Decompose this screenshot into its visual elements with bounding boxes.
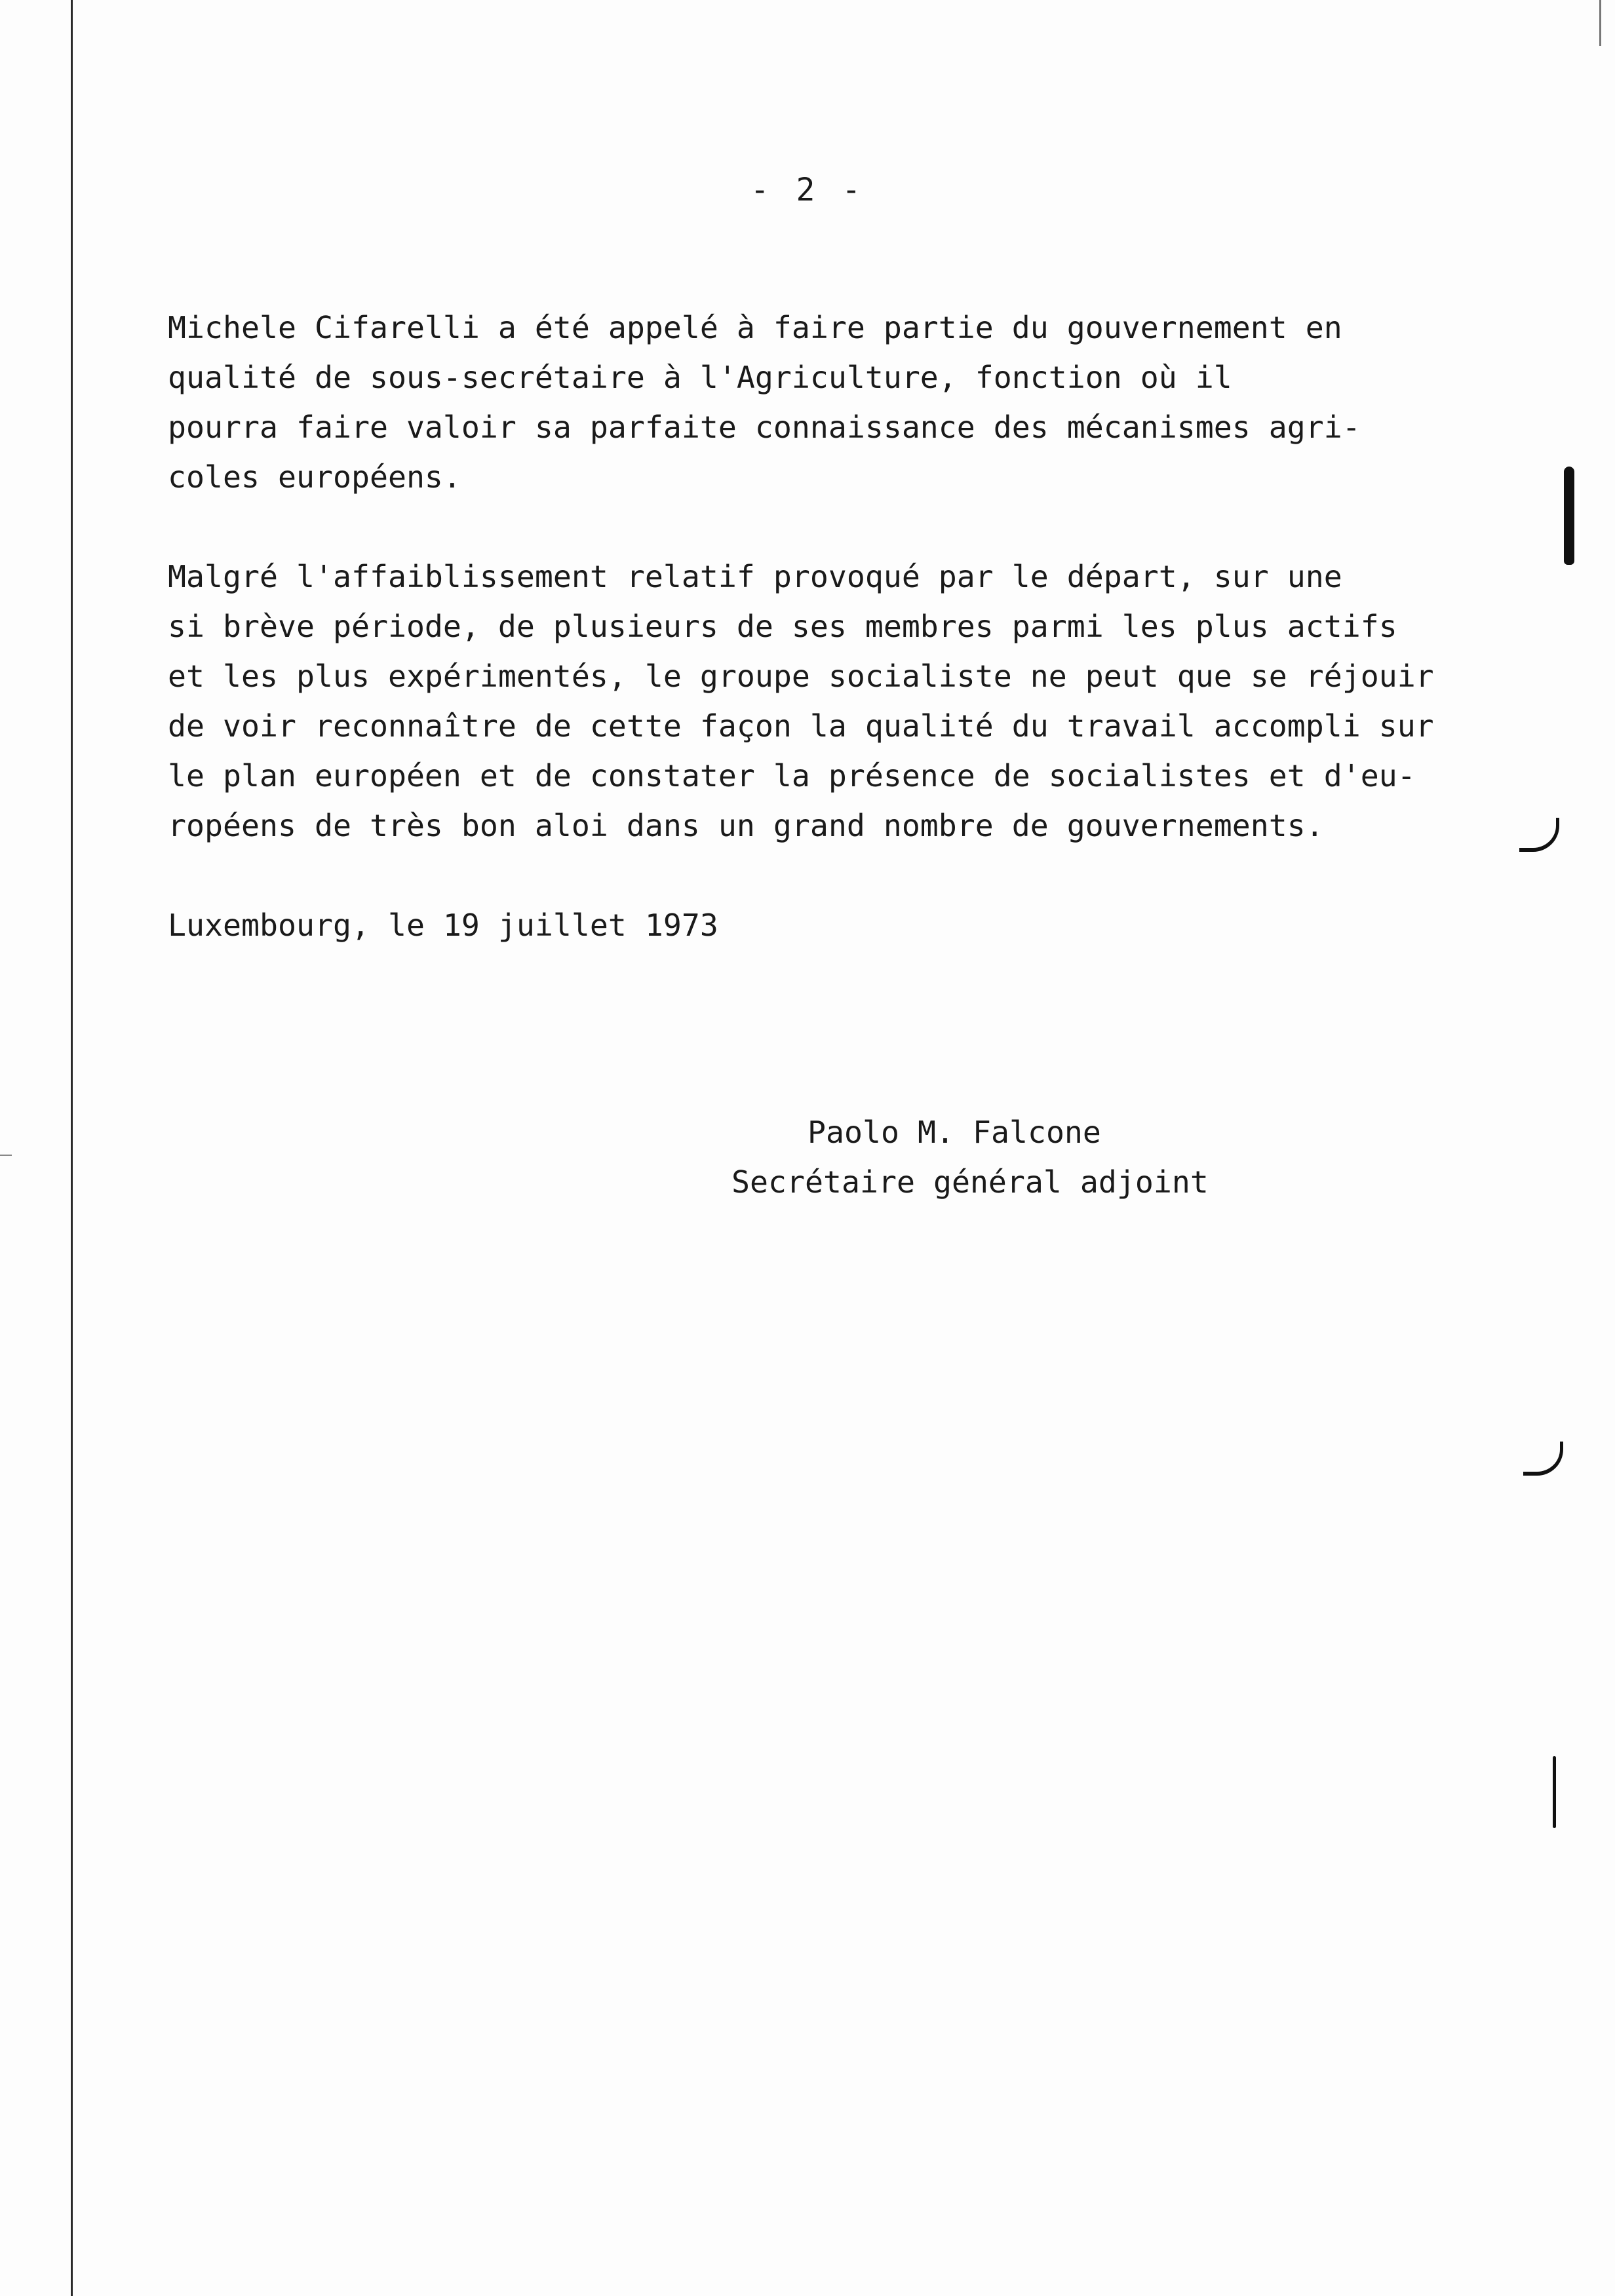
signatory-name: Paolo M. Falcone xyxy=(808,1115,1101,1150)
text-line: Malgré l'affaiblissement relatif provoqué par le départ, sur une xyxy=(168,559,1342,594)
text-line: Michele Cifarelli a été appelé à faire partie du gouvernement en xyxy=(168,310,1342,345)
text-line: coles européens. xyxy=(168,459,461,495)
page-number: - 2 - xyxy=(750,172,865,208)
text-line: le plan européen et de constater la présence de socialistes et d'eu- xyxy=(168,758,1416,794)
text-line: de voir reconnaître de cette façon la qualité du travail accompli sur xyxy=(168,708,1434,744)
binding-margin-line xyxy=(71,0,73,2296)
place-and-date: Luxembourg, le 19 juillet 1973 xyxy=(168,908,718,943)
text-line: ropéens de très bon aloi dans un grand nombre de gouvernements. xyxy=(168,808,1324,843)
signatory-title: Secrétaire général adjoint xyxy=(731,1164,1209,1200)
paragraph-cifarelli xyxy=(168,303,1361,502)
text-line: si brève période, de plusieurs de ses membres parmi les plus actifs xyxy=(168,609,1397,644)
margin-hook-mark xyxy=(1519,818,1559,852)
margin-bar-mark xyxy=(1564,467,1574,565)
margin-hook-mark xyxy=(1523,1442,1563,1476)
text-line: pourra faire valoir sa parfaite connaissance des mécanismes agri- xyxy=(168,410,1361,445)
text-line: et les plus expérimentés, le groupe socialiste ne peut que se réjouir xyxy=(168,659,1434,694)
margin-bar-mark xyxy=(1553,1756,1556,1828)
margin-tick xyxy=(0,1155,12,1156)
text-line: qualité de sous-secrétaire à l'Agriculture, fonction où il xyxy=(168,360,1232,395)
corner-mark xyxy=(1599,0,1601,46)
paragraph-socialist-group xyxy=(168,552,1434,851)
